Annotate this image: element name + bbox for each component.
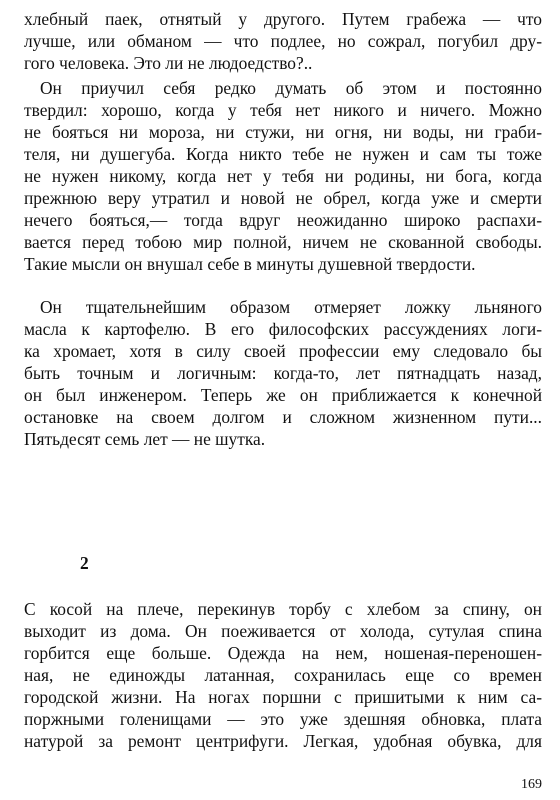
text-line: теля, ни душегуба. Когда никто тебе не нужен и сам ты тоже	[24, 144, 542, 164]
text-line: быть точным и логичным: когда-то, лет пятнадцать назад,	[24, 363, 542, 383]
text-line: выходит из дома. Он поеживается от холода, сутулая спина	[24, 621, 542, 641]
text-line: горбится еще больше. Одежда на нем, ношеная-переношен-	[24, 643, 542, 663]
text-line: Он приучил себя редко думать об этом и постоянно	[40, 78, 542, 98]
text-line: гого человека. Это ли не людоедство?..	[24, 53, 313, 73]
text-line: поржными голенищами — это уже здешняя обновка, плата	[24, 709, 542, 729]
section-number: 2	[80, 553, 89, 573]
text-line: не бояться ни мороза, ни стужи, ни огня, ни воды, ни граби-	[24, 122, 542, 142]
text-line: хлебный паек, отнятый у другого. Путем грабежа — что	[24, 9, 542, 29]
text-line: натурой за ремонт центрифуги. Легкая, удобная обувка, для	[24, 731, 542, 751]
text-line: нечего бояться,— тогда вдруг неожиданно широко распахи-	[24, 210, 542, 230]
text-line: Он тщательнейшим образом отмеряет ложку льняного	[40, 297, 542, 317]
text-line: С косой на плече, перекинув торбу с хлебом за спину, он	[24, 599, 542, 619]
text-line: прежнюю веру утратил и новой не обрел, когда уже и смерти	[24, 188, 542, 208]
text-line: масла к картофелю. В его философских рассуждениях логи-	[24, 319, 542, 339]
page-number: 169	[521, 777, 542, 792]
text-line: городской жизни. На ногах поршни с пришитыми к ним са-	[24, 687, 542, 707]
text-line: вается перед тобою мир полной, ничем не скованной свободы.	[24, 232, 542, 252]
text-line: Пятьдесят семь лет — не шутка.	[24, 429, 266, 449]
text-line: остановке на своем долгом и сложном жизненном пути...	[24, 407, 542, 427]
text-line: не нужен никому, когда нет у тебя ни родины, ни бога, когда	[24, 166, 542, 186]
text-line: он был инженером. Теперь же он приближается к конечной	[24, 385, 542, 405]
text-line: лучше, или обманом — что подлее, но сожрал, погубил дру-	[24, 31, 542, 51]
text-line: ка хромает, хотя в силу своей профессии ему следовало бы	[24, 341, 542, 361]
text-line: ная, не единожды латанная, сохранилась еще со времен	[24, 665, 542, 685]
text-line: Такие мысли он внушал себе в минуты душевной твердости.	[24, 254, 476, 274]
text-line: твердил: хорошо, когда у тебя нет никого и ничего. Можно	[24, 100, 542, 120]
